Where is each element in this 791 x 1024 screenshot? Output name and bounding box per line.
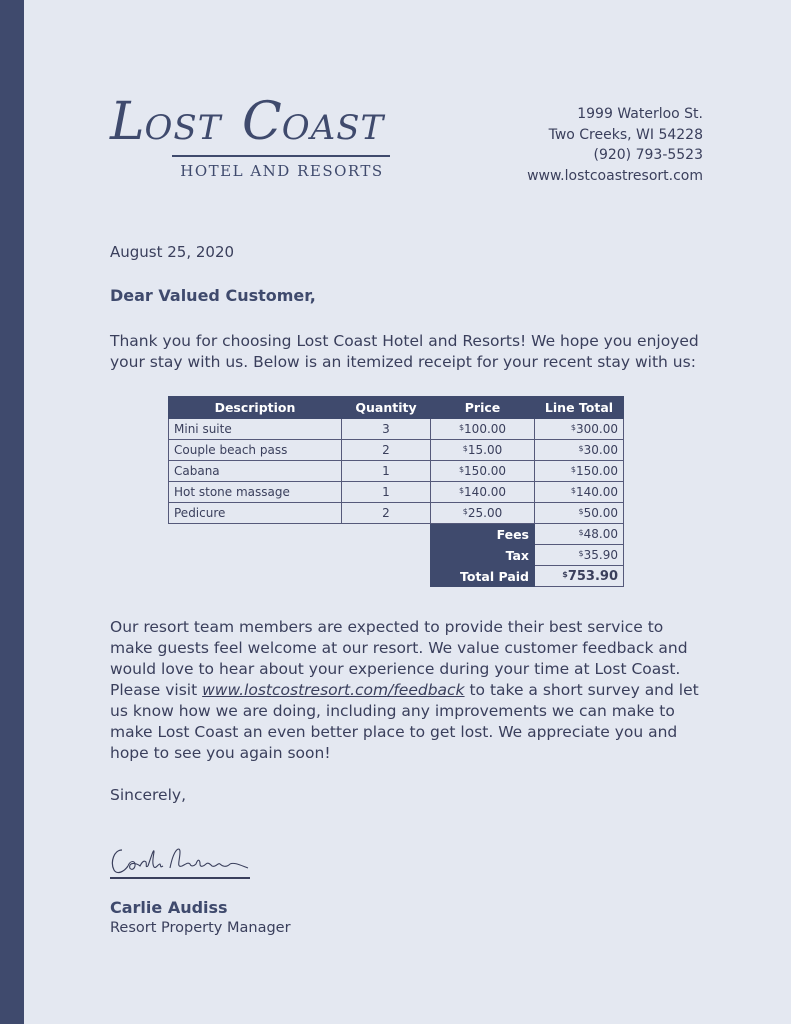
currency-symbol: $ xyxy=(570,465,576,474)
total-paid-label: Total Paid xyxy=(431,566,535,587)
total-row xyxy=(169,566,624,587)
currency-symbol: $ xyxy=(578,507,584,516)
row-price-value: 140.00 xyxy=(464,485,507,499)
letter-closing: Sincerely, xyxy=(110,786,187,804)
fees-value xyxy=(535,524,624,545)
body-text-before-link: Our resort team members are expected to provide their best service to make guests feel welcome at our resort. We value customer feedback and would love to hear about your experience during your time at Lost Coast. Please visit xyxy=(110,618,688,699)
letter-greeting: Dear Valued Customer, xyxy=(110,286,316,305)
currency-symbol: $ xyxy=(462,444,468,453)
currency-symbol: $ xyxy=(458,465,465,474)
row-description: Mini suite xyxy=(169,419,342,440)
row-quantity: 2 xyxy=(342,503,431,524)
logo-word-coast xyxy=(242,92,385,152)
fees-amount: 48.00 xyxy=(583,527,618,541)
letter-date: August 25, 2020 xyxy=(110,243,235,261)
row-price-value: 150.00 xyxy=(464,464,507,478)
summary-spacer xyxy=(169,566,431,587)
header-description: Description xyxy=(169,397,342,419)
resort-address xyxy=(527,104,703,186)
currency-symbol: $ xyxy=(570,423,576,432)
logo-word-lost xyxy=(110,92,222,152)
tax-value xyxy=(535,545,624,566)
logo-lost-initial: L xyxy=(110,92,145,152)
tax-amount: 35.90 xyxy=(583,548,618,562)
address-city: Two Creeks, WI 54228 xyxy=(548,126,703,143)
row-price xyxy=(431,503,535,524)
row-quantity: 1 xyxy=(342,482,431,503)
row-total xyxy=(535,482,624,503)
row-price xyxy=(431,440,535,461)
logo-underline xyxy=(172,155,390,157)
side-accent-bar xyxy=(0,0,24,1024)
row-description: Pedicure xyxy=(169,503,342,524)
row-quantity: 1 xyxy=(342,461,431,482)
intro-paragraph: Thank you for choosing Lost Coast Hotel and Resorts! We hope you enjoyed your stay with us. Below is an itemized receipt for your recent stay with us: xyxy=(110,332,699,371)
row-total-value: 50.00 xyxy=(583,506,618,520)
row-total-value: 140.00 xyxy=(576,485,618,499)
summary-spacer xyxy=(169,545,431,566)
table-row xyxy=(169,461,624,482)
fees-row xyxy=(169,524,624,545)
body-text-after-link: to take a short survey and let us know how we are doing, including any improvements we can make to make Lost Coast an even better place to get lost. We appreciate you and hope to see you again soon! xyxy=(110,681,699,762)
row-price xyxy=(431,482,535,503)
row-total xyxy=(535,419,624,440)
feedback-link[interactable]: www.lostcostresort.com/feedback xyxy=(202,681,465,699)
row-price-value: 100.00 xyxy=(464,422,507,436)
address-street: 1999 Waterloo St. xyxy=(577,106,703,122)
currency-symbol: $ xyxy=(458,423,465,432)
tax-label: Tax xyxy=(431,545,535,566)
row-description: Cabana xyxy=(169,461,342,482)
row-total xyxy=(535,503,624,524)
row-total-value: 300.00 xyxy=(576,422,618,436)
brand-logo xyxy=(110,92,400,186)
logo-coast-rest: OAST xyxy=(281,108,385,148)
row-price xyxy=(431,419,535,440)
row-quantity: 3 xyxy=(342,419,431,440)
header-quantity: Quantity xyxy=(342,397,431,419)
row-price-value: 25.00 xyxy=(467,506,503,520)
currency-symbol: $ xyxy=(462,507,468,516)
signer-title: Resort Property Manager xyxy=(110,920,291,936)
currency-symbol: $ xyxy=(562,569,568,579)
table-row xyxy=(169,440,624,461)
logo-subtitle: HOTEL AND RESORTS xyxy=(180,162,384,180)
row-description: Couple beach pass xyxy=(169,440,342,461)
table-row xyxy=(169,482,624,503)
row-price xyxy=(431,461,535,482)
row-total xyxy=(535,440,624,461)
tax-row xyxy=(169,545,624,566)
receipt-table xyxy=(168,396,624,587)
logo-lost-rest: OST xyxy=(144,108,222,148)
signature xyxy=(108,838,258,882)
currency-symbol: $ xyxy=(570,486,576,495)
row-total-value: 150.00 xyxy=(576,464,618,478)
table-row xyxy=(169,503,624,524)
logo-coast-initial: C xyxy=(242,92,282,152)
body-paragraph xyxy=(110,617,710,764)
currency-symbol: $ xyxy=(578,444,584,453)
row-total-value: 30.00 xyxy=(583,443,618,457)
receipt-header-row xyxy=(169,397,624,419)
total-paid-value xyxy=(535,566,624,587)
currency-symbol: $ xyxy=(458,486,465,495)
row-price-value: 15.00 xyxy=(467,443,503,457)
currency-symbol: $ xyxy=(578,528,584,537)
row-description: Hot stone massage xyxy=(169,482,342,503)
summary-spacer xyxy=(169,524,431,545)
signature-line xyxy=(110,877,250,879)
row-total xyxy=(535,461,624,482)
fees-label: Fees xyxy=(431,524,535,545)
signer-name: Carlie Audiss xyxy=(110,898,228,917)
total-paid-amount: 753.90 xyxy=(567,568,618,584)
table-row xyxy=(169,419,624,440)
header-price: Price xyxy=(431,397,535,419)
row-quantity: 2 xyxy=(342,440,431,461)
header-line-total: Line Total xyxy=(535,397,624,419)
address-website: www.lostcoastresort.com xyxy=(527,167,703,184)
currency-symbol: $ xyxy=(578,549,584,558)
address-phone: (920) 793-5523 xyxy=(593,147,703,163)
